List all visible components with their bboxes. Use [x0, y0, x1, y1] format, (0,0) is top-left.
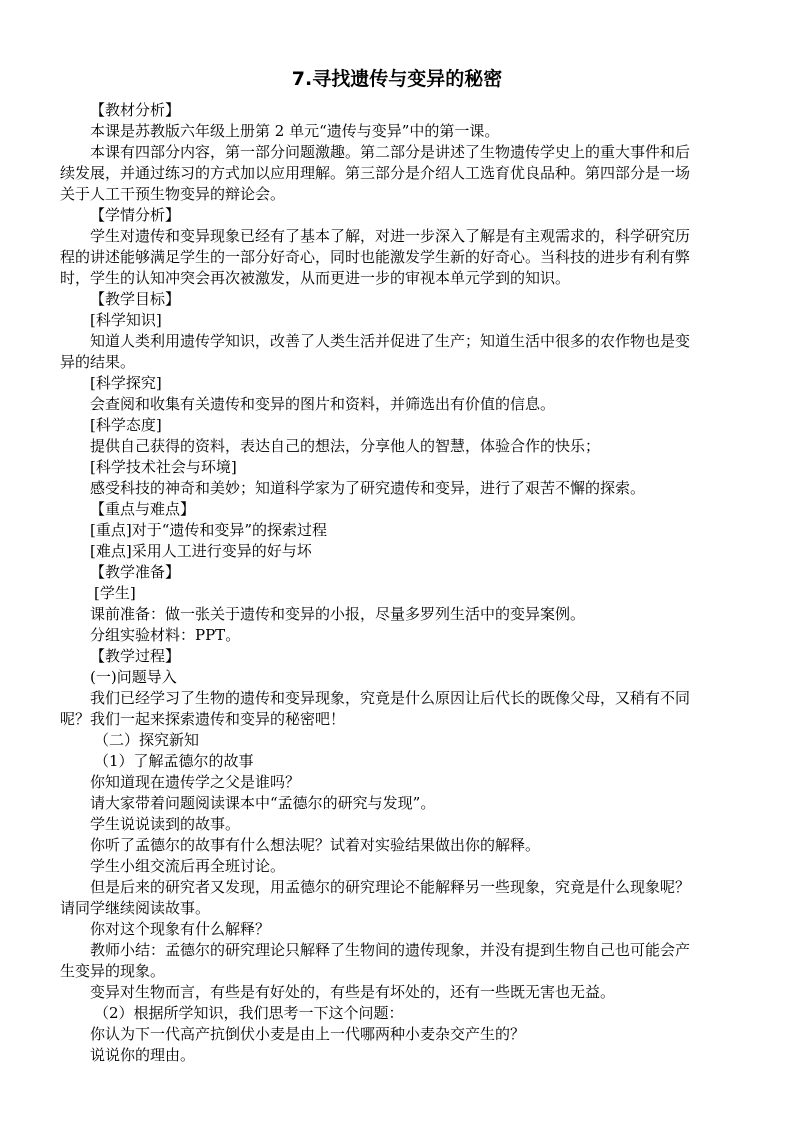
- paragraph: [60, 121, 738, 142]
- text-line: 【教学目标】: [90, 290, 181, 308]
- text-line: 学生小组交流后再全班讨论。: [90, 857, 286, 875]
- paragraph: [60, 646, 738, 667]
- text-line: 【学情分析】: [90, 206, 181, 224]
- text-line: 时，学生的认知冲突会再次被激发，从而更进一步的审视本单元学到的知识。: [60, 269, 571, 287]
- text-line: 呢？我们一起来探索遗传和变异的秘密吧！: [60, 710, 346, 728]
- text-line: 学生对遗传和变异现象已经有了基本了解，对进一步深入了解是有主观需求的，科学研究历: [90, 227, 691, 245]
- text-line: 【教学过程】: [90, 647, 181, 665]
- text-line: 【重点与难点】: [90, 500, 196, 518]
- paragraph: [60, 541, 738, 562]
- paragraph: [60, 226, 738, 289]
- paragraph: [60, 142, 738, 205]
- paragraph: [60, 604, 738, 625]
- text-line: 续发展，并通过练习的方式加以应用理解。第三部分是介绍人工选育优良品种。第四部分是一场: [60, 164, 691, 182]
- text-line: 分组实验材料：PPT。: [90, 626, 241, 644]
- text-line: 感受科技的神奇和美妙；知道科学家为了研究遗传和变异，进行了艰苦不懈的探索。: [90, 479, 646, 497]
- paragraph: [60, 457, 738, 478]
- paragraph: [60, 100, 738, 121]
- paragraph: [60, 982, 738, 1003]
- paragraph: [60, 877, 738, 919]
- paragraph: [60, 625, 738, 646]
- paragraph: [60, 289, 738, 310]
- paragraph: [60, 415, 738, 436]
- paragraph: [60, 205, 738, 226]
- paragraph: [60, 730, 738, 751]
- text-line: 但是后来的研究者又发现，用孟德尔的研究理论不能解释另一些现象，究竟是什么现象呢？: [90, 878, 691, 896]
- text-line: [科学探究]: [90, 374, 162, 392]
- paragraph: [60, 751, 738, 772]
- text-line: 请同学继续阅读故事。: [60, 899, 211, 917]
- text-line: 我们已经学习了生物的遗传和变异现象，究竟是什么原因让后代长的既像父母，又稍有不同: [90, 689, 691, 707]
- text-line: [难点]采用人工进行变异的好与坏: [90, 542, 312, 560]
- paragraph: [60, 667, 738, 688]
- paragraph: [60, 373, 738, 394]
- paragraph: [60, 499, 738, 520]
- paragraph: [60, 310, 738, 331]
- paragraph: [60, 940, 738, 982]
- paragraph: [60, 562, 738, 583]
- text-line: 请大家带着问题阅读课本中“孟德尔的研究与发现”。: [90, 794, 436, 812]
- text-line: 你听了孟德尔的故事有什么想法呢？试着对实验结果做出你的解释。: [90, 836, 541, 854]
- paragraph: [60, 436, 738, 457]
- paragraph: [60, 1045, 738, 1066]
- text-line: [学生]: [94, 584, 136, 602]
- paragraph: [60, 919, 738, 940]
- text-line: 课前准备：做一张关于遗传和变异的小报，尽量多罗列生活中的变异案例。: [90, 605, 586, 623]
- text-line: 【教学准备】: [90, 563, 181, 581]
- document-body: [60, 100, 738, 1066]
- paragraph: [60, 583, 738, 604]
- paragraph: [60, 793, 738, 814]
- text-line: [科学知识]: [90, 311, 162, 329]
- text-line: （1）了解孟德尔的故事: [94, 752, 254, 770]
- text-line: 程的讲述能够满足学生的一部分好奇心，同时也能激发学生新的好奇心。当科技的进步有利有弊: [60, 248, 691, 266]
- text-line: 变异对生物而言，有些是有好处的，有些是有坏处的，还有一些既无害也无益。: [90, 983, 616, 1001]
- text-line: 本课有四部分内容，第一部分问题激趣。第二部分是讲述了生物遗传学史上的重大事件和后: [90, 143, 691, 161]
- text-line: 你认为下一代高产抗倒伏小麦是由上一代哪两种小麦杂交产生的？: [90, 1025, 526, 1043]
- text-line: 你知道现在遗传学之父是谁吗？: [90, 773, 301, 791]
- paragraph: [60, 1003, 738, 1024]
- paragraph: [60, 1024, 738, 1045]
- paragraph: [60, 835, 738, 856]
- paragraph: [60, 520, 738, 541]
- text-line: [科学态度]: [90, 416, 162, 434]
- text-line: 【教材分析】: [90, 101, 181, 119]
- text-line: 提供自己获得的资料，表达自己的想法，分享他人的智慧，体验合作的快乐；: [90, 437, 601, 455]
- text-line: 学生说说读到的故事。: [90, 815, 241, 833]
- text-line: 关于人工干预生物变异的辩论会。: [60, 185, 286, 203]
- text-line: (一)问题导入: [90, 668, 177, 686]
- text-line: 说说你的理由。: [90, 1046, 196, 1064]
- text-line: [重点]对于“遗传和变异”的探索过程: [90, 521, 328, 539]
- paragraph: [60, 394, 738, 415]
- paragraph: [60, 688, 738, 730]
- paragraph: [60, 478, 738, 499]
- text-line: 会查阅和收集有关遗传和变异的图片和资料，并筛选出有价值的信息。: [90, 395, 556, 413]
- text-line: 异的结果。: [60, 353, 136, 371]
- paragraph: [60, 814, 738, 835]
- text-line: 教师小结：孟德尔的研究理论只解释了生物间的遗传现象，并没有提到生物自己也可能会产: [90, 941, 691, 959]
- text-line: （2）根据所学知识，我们思考一下这个问题：: [94, 1004, 404, 1022]
- text-line: （二）探究新知: [94, 731, 200, 749]
- paragraph: [60, 856, 738, 877]
- paragraph: [60, 331, 738, 373]
- paragraph: [60, 772, 738, 793]
- text-line: [科学技术社会与环境]: [90, 458, 237, 476]
- text-line: 生变异的现象。: [60, 962, 166, 980]
- text-line: 知道人类利用遗传学知识，改善了人类生活并促进了生产；知道生活中很多的农作物也是变: [90, 332, 691, 350]
- text-line: 你对这个现象有什么解释？: [90, 920, 271, 938]
- text-line: 本课是苏教版六年级上册第 2 单元“遗传与变异”中的第一课。: [90, 122, 500, 140]
- page-title: 7.寻找遗传与变异的秘密: [291, 68, 503, 90]
